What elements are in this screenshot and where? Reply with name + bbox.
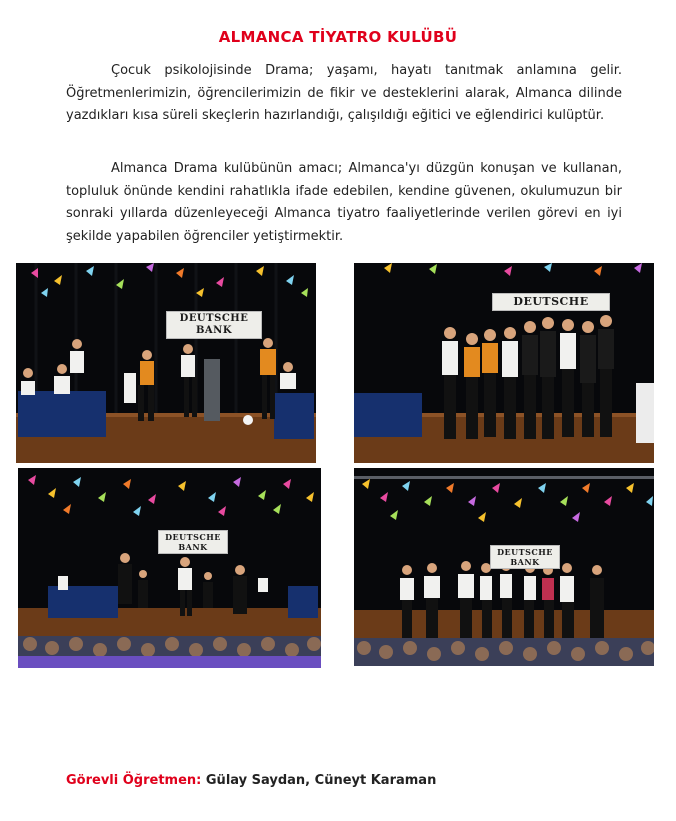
goal-paragraph: Almanca Drama kulübünün amacı; Almanca'yı düzgün konuşan ve kullanan, topluluk önünde kendini rahatlıkla ifade edebilen, kendine güvenen, okulumuzun bir sonraki yıllarda düzenleyeceği Almanca tiyatro faaliyetlerinde verilen görevi en iyi şekilde yapabilen öğrenciler yetiştirmektir.: [66, 161, 622, 244]
deutsche-bank-sign: DEUTSCHE BANK: [166, 311, 262, 339]
stage-photo-1: [16, 263, 316, 463]
teacher-names: Gülay Saydan, Cüneyt Karaman: [205, 773, 437, 788]
deutsche-bank-sign: DEUTSCHE BANK: [490, 545, 560, 569]
page-title: ALMANCA TİYATRO KULÜBÜ: [218, 28, 458, 46]
teacher-label: Görevli Öğretmen:: [66, 773, 202, 788]
intro-paragraph: Çocuk psikolojisinde Drama; yaşamı, hayatı tanıtmak anlamına gelir. Öğretmenlerimizin, öğrencilerimizin de fikir ve desteklerini alarak, Almanca dilinde yazdıkları kısa süreli skeçlerin hazırlandığı, çalışıldığı eğitici ve eğlendirici kulüptür.: [66, 63, 622, 123]
stage-photo-3: [18, 468, 321, 668]
stage-photo-2: [354, 263, 654, 463]
stage-photo-4: [354, 468, 654, 666]
deutsche-sign: DEUTSCHE: [492, 293, 610, 311]
deutsche-bank-sign: DEUTSCHE BANK: [158, 530, 228, 554]
teacher-credit: [66, 773, 436, 788]
